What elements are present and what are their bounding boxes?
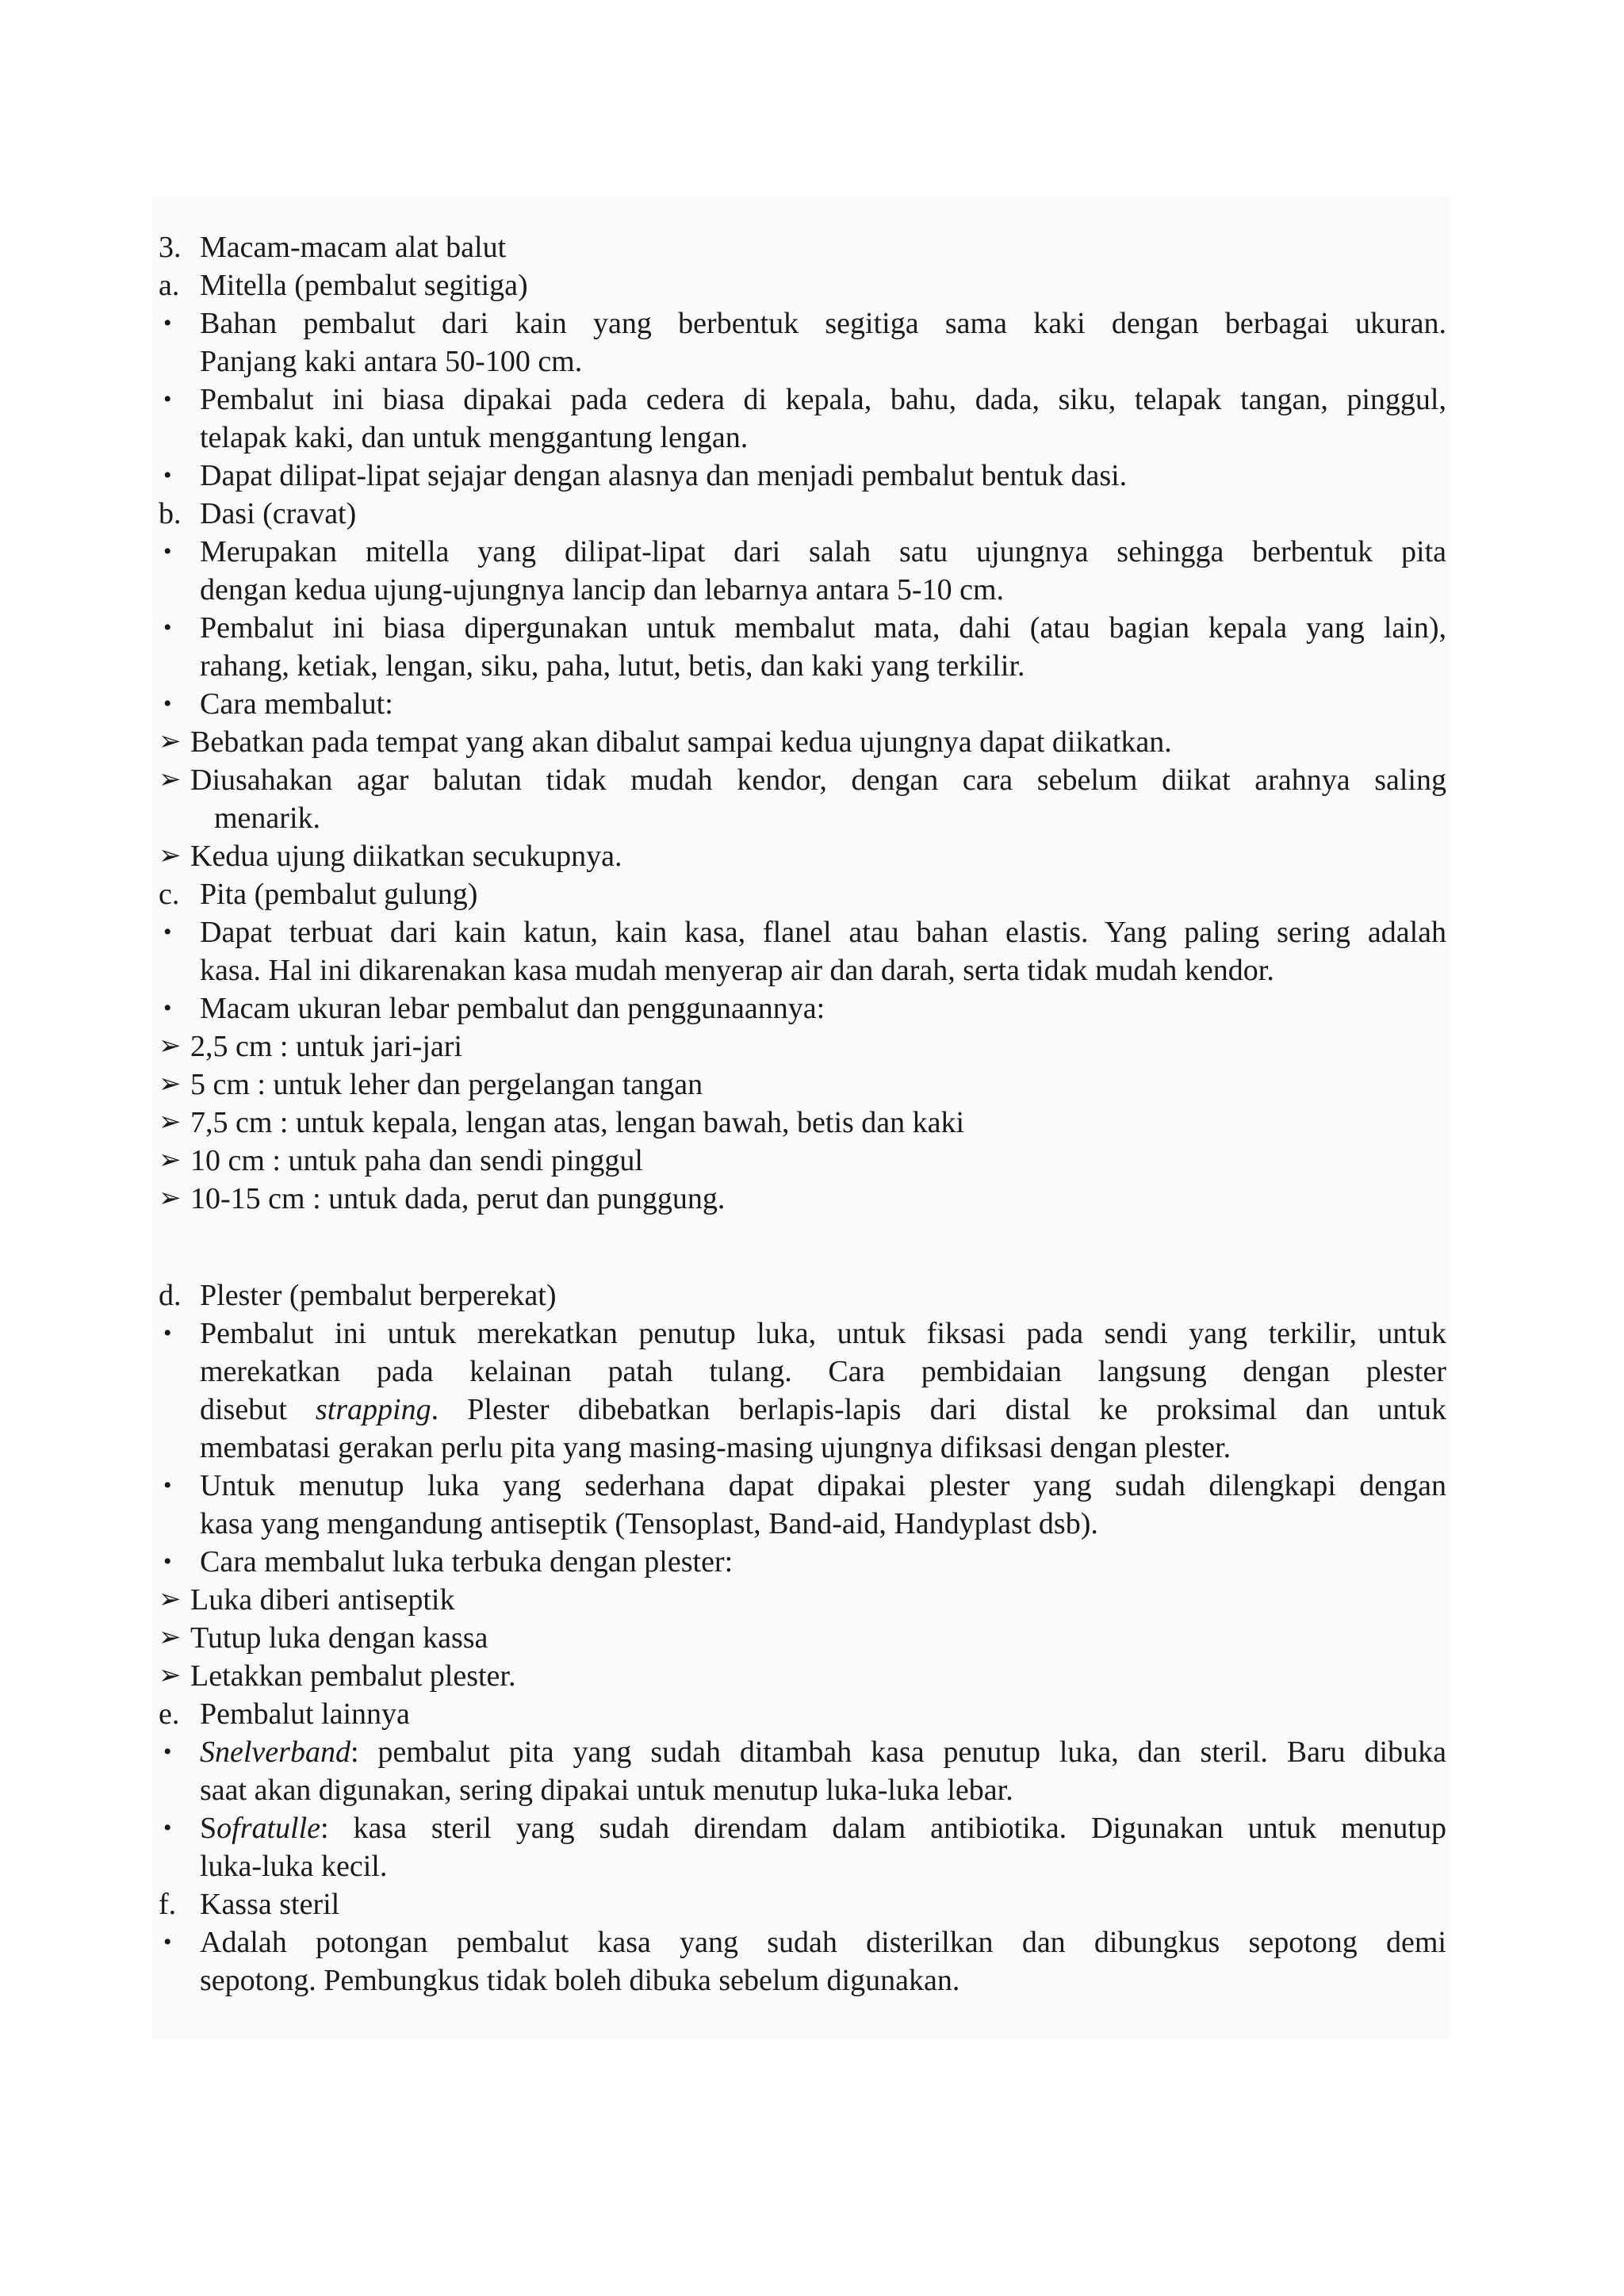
bullet-item: • Adalah potongan pembalut kasa yang sudah disterilkan dan dibungkus sepotong demi bbox=[163, 1926, 1446, 1959]
bullet-item: • Cara membalut: bbox=[163, 687, 393, 721]
bullet-item: • Cara membalut luka terbuka dengan plester: bbox=[163, 1545, 733, 1578]
arrow-item: ➢ 10 cm : untuk paha dan sendi pinggul bbox=[159, 1144, 643, 1177]
arrow-item: ➢ Luka diberi antiseptik bbox=[159, 1583, 455, 1617]
arrow-item: ➢ 10-15 cm : untuk dada, perut dan punggung. bbox=[159, 1182, 726, 1215]
arrow-continuation: menarik. bbox=[214, 802, 321, 835]
strapping-term: strapping bbox=[315, 1393, 431, 1426]
section-c-heading: c. Pita (pembalut gulung) bbox=[159, 878, 478, 911]
arrow-item: ➢ Letakkan pembalut plester. bbox=[159, 1659, 516, 1693]
bullet-item: • Dapat dilipat-lipat sejajar dengan alasnya dan menjadi pembalut bentuk dasi. bbox=[163, 459, 1128, 492]
arrow-item: ➢ 5 cm : untuk leher dan pergelangan tangan bbox=[159, 1068, 703, 1101]
bullet-continuation: saat akan digunakan, sering dipakai untuk menutup luka-luka lebar. bbox=[200, 1774, 1013, 1807]
bullet-continuation: kasa. Hal ini dikarenakan kasa mudah menyerap air dan darah, serta tidak mudah kendor. bbox=[200, 954, 1274, 987]
bullet-continuation: telapak kaki, dan untuk menggantung lengan. bbox=[200, 421, 749, 454]
bullet-continuation: dengan kedua ujung-ujungnya lancip dan lebarnya antara 5-10 cm. bbox=[200, 573, 1005, 607]
sofratulle-term: ofratulle bbox=[216, 1812, 321, 1845]
bullet-item: • Dapat terbuat dari kain katun, kain kasa, flanel atau bahan elastis. Yang paling sering adalah bbox=[163, 916, 1446, 949]
bullet-continuation: Panjang kaki antara 50-100 cm. bbox=[200, 345, 583, 378]
bullet-item: • Sofratulle: kasa steril yang sudah direndam dalam antibiotika. Digunakan untuk menutup bbox=[163, 1812, 1446, 1845]
bullet-item: • Pembalut ini untuk merekatkan penutup luka, untuk fiksasi pada sendi yang terkilir, untuk bbox=[163, 1317, 1446, 1350]
arrow-item: ➢ Bebatkan pada tempat yang akan dibalut sampai kedua ujungnya dapat diikatkan. bbox=[159, 725, 1172, 759]
section-f-heading: f. Kassa steril bbox=[159, 1888, 340, 1921]
bullet-continuation: luka-luka kecil. bbox=[200, 1850, 388, 1883]
bullet-item: • Pembalut ini biasa dipergunakan untuk membalut mata, dahi (atau bagian kepala yang lain), bbox=[163, 611, 1446, 645]
bullet-continuation: merekatkan pada kelainan patah tulang. Cara pembidaian langsung dengan plester bbox=[200, 1355, 1446, 1388]
arrow-item: ➢ 2,5 cm : untuk jari-jari bbox=[159, 1030, 462, 1063]
section-3-heading: 3. Macam-macam alat balut bbox=[159, 231, 507, 264]
arrow-item: ➢ Diusahakan agar balutan tidak mudah kendor, dengan cara sebelum diikat arahnya saling bbox=[159, 763, 1446, 797]
bullet-continuation: sepotong. Pembungkus tidak boleh dibuka sebelum digunakan. bbox=[200, 1964, 960, 1997]
bullet-continuation: kasa yang mengandung antiseptik (Tensoplast, Band-aid, Handyplast dsb). bbox=[200, 1507, 1098, 1540]
paragraph-gap bbox=[159, 1218, 1446, 1276]
bullet-item: • Pembalut ini biasa dipakai pada cedera di kepala, bahu, dada, siku, telapak tangan, pinggul, bbox=[163, 383, 1446, 416]
bullet-continuation: rahang, ketiak, lengan, siku, paha, lutut, betis, dan kaki yang terkilir. bbox=[200, 649, 1025, 683]
bullet-continuation: disebut strapping. Plester dibebatkan berlapis-lapis dari distal ke proksimal dan untuk bbox=[200, 1393, 1446, 1426]
arrow-item: ➢ Tutup luka dengan kassa bbox=[159, 1621, 488, 1655]
section-d-heading: d. Plester (pembalut berperekat) bbox=[159, 1279, 557, 1312]
bullet-item: • Merupakan mitella yang dilipat-lipat dari salah satu ujungnya sehingga berbentuk pita bbox=[163, 535, 1446, 568]
section-a-heading: a. Mitella (pembalut segitiga) bbox=[159, 269, 528, 302]
arrow-item: ➢ 7,5 cm : untuk kepala, lengan atas, lengan bawah, betis dan kaki bbox=[159, 1106, 965, 1139]
bullet-item: • Bahan pembalut dari kain yang berbentuk segitiga sama kaki dengan berbagai ukuran. bbox=[163, 307, 1446, 340]
bullet-item: • Untuk menutup luka yang sederhana dapat dipakai plester yang sudah dilengkapi dengan bbox=[163, 1469, 1446, 1502]
bullet-item: • Macam ukuran lebar pembalut dan penggunaannya: bbox=[163, 992, 825, 1025]
snelverband-term: Snelverband bbox=[200, 1735, 350, 1769]
arrow-item: ➢ Kedua ujung diikatkan secukupnya. bbox=[159, 840, 622, 873]
bullet-item: • Snelverband: pembalut pita yang sudah ditambah kasa penutup luka, dan steril. Baru dibuka bbox=[163, 1735, 1446, 1769]
document-body bbox=[159, 228, 1446, 1999]
bullet-continuation: membatasi gerakan perlu pita yang masing-masing ujungnya difiksasi dengan plester. bbox=[200, 1431, 1231, 1464]
section-b-heading: b. Dasi (cravat) bbox=[159, 497, 357, 530]
section-e-heading: e. Pembalut lainnya bbox=[159, 1697, 410, 1731]
